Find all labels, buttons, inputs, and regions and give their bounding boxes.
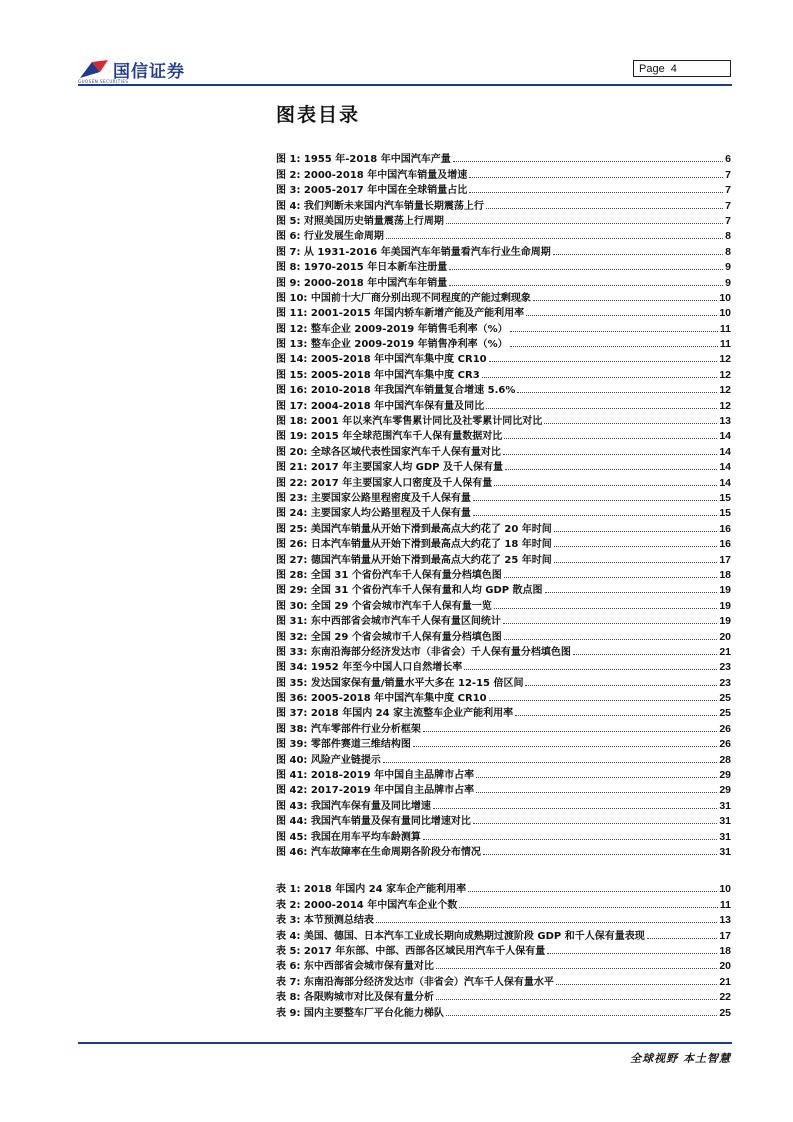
entry-label: 表 8: 各限购城市对比及保有量分析 bbox=[276, 992, 434, 1004]
figure-entry[interactable] bbox=[276, 442, 731, 457]
entry-label: 图 34: 1952 年至今中国人口自然增长率 bbox=[276, 662, 463, 674]
figure-entry[interactable] bbox=[276, 766, 731, 781]
entry-label: 图 3: 2005-2017 年中国在全球销量占比 bbox=[276, 185, 468, 197]
figure-entry[interactable] bbox=[276, 365, 731, 380]
table-entry[interactable] bbox=[276, 1003, 731, 1018]
entry-label: 图 2: 2000-2018 年中国汽车销量及增速 bbox=[276, 169, 468, 181]
table-entry[interactable] bbox=[276, 942, 731, 957]
entry-page-number: 25 bbox=[719, 707, 731, 720]
dot-leader bbox=[449, 285, 723, 286]
entry-label: 图 4: 我们判断未来国内汽车销量长期震荡上行 bbox=[276, 200, 484, 212]
entry-page-number: 16 bbox=[719, 538, 731, 551]
entry-label: 图 37: 2018 年国内 24 家主流整车企业产能利用率 bbox=[276, 708, 514, 720]
dot-leader bbox=[573, 654, 717, 655]
dot-leader bbox=[504, 577, 718, 578]
figure-entry[interactable] bbox=[276, 704, 731, 719]
figure-entry[interactable] bbox=[276, 643, 731, 658]
dot-leader bbox=[505, 469, 717, 470]
entry-label: 图 26: 日本汽车销量从开始下滑到最高点大约花了 18 年时间 bbox=[276, 539, 552, 551]
figure-entry[interactable] bbox=[276, 335, 731, 350]
dot-leader bbox=[544, 423, 717, 424]
entry-label: 图 30: 全国 29 个省会城市汽车千人保有量一览 bbox=[276, 600, 492, 612]
table-entry[interactable] bbox=[276, 880, 731, 895]
entry-label: 表 7: 东南沿海部分经济发达市（非省会）汽车千人保有量水平 bbox=[276, 976, 554, 988]
entry-label: 图 18: 2001 年以来汽车零售累计同比及社零累计同比对比 bbox=[276, 416, 543, 428]
entry-page-number: 7 bbox=[725, 184, 731, 197]
dot-leader bbox=[503, 623, 717, 624]
figure-entry[interactable] bbox=[276, 504, 731, 519]
dot-leader bbox=[494, 608, 718, 609]
entry-page-number: 9 bbox=[725, 261, 731, 274]
figure-list bbox=[276, 150, 731, 858]
dot-leader bbox=[473, 515, 717, 516]
entry-page-number: 13 bbox=[719, 415, 731, 428]
dot-leader bbox=[376, 922, 717, 923]
page-number: 4 bbox=[670, 63, 677, 75]
entry-label: 图 15: 2005-2018 年中国汽车集中度 CR3 bbox=[276, 369, 480, 381]
dot-leader bbox=[473, 500, 717, 501]
dot-leader bbox=[515, 715, 717, 716]
entry-label: 图 36: 2005-2018 年中国汽车集中度 CR10 bbox=[276, 693, 487, 705]
entry-label: 图 1: 1955 年-2018 年中国汽车产量 bbox=[276, 154, 451, 166]
figure-entry[interactable] bbox=[276, 612, 731, 627]
entry-label: 表 1: 2018 年国内 24 家车企产能利用率 bbox=[276, 884, 467, 896]
dot-leader bbox=[433, 808, 717, 809]
dot-leader bbox=[436, 999, 717, 1000]
entry-page-number: 31 bbox=[719, 815, 731, 828]
entry-page-number: 23 bbox=[719, 661, 731, 674]
figure-entry[interactable] bbox=[276, 843, 731, 858]
entry-label: 图 38: 汽车零部件行业分析框架 bbox=[276, 723, 421, 735]
dot-leader bbox=[647, 938, 718, 939]
logo-text: 国信证券 bbox=[113, 61, 185, 82]
dot-leader bbox=[483, 854, 717, 855]
dot-leader bbox=[423, 839, 717, 840]
dot-leader bbox=[436, 968, 717, 969]
dot-leader bbox=[464, 669, 717, 670]
figure-entry[interactable] bbox=[276, 473, 731, 488]
entry-page-number: 28 bbox=[719, 753, 731, 766]
entry-label: 图 46: 汽车故障率在生命周期各阶段分布情况 bbox=[276, 846, 481, 858]
entry-label: 图 20: 全球各区域代表性国家汽车千人保有量对比 bbox=[276, 446, 501, 458]
entry-page-number: 25 bbox=[719, 1006, 731, 1019]
entry-label: 图 7: 从 1931-2016 年美国汽车年销量看汽车行业生命周期 bbox=[276, 246, 551, 258]
figure-entry[interactable] bbox=[276, 458, 731, 473]
entry-label: 图 29: 全国 31 个省份汽车千人保有量和人均 GDP 散点图 bbox=[276, 585, 543, 597]
entry-page-number: 26 bbox=[719, 738, 731, 751]
entry-page-number: 31 bbox=[719, 799, 731, 812]
dot-leader bbox=[486, 208, 723, 209]
figure-entry[interactable] bbox=[276, 519, 731, 534]
figure-entry[interactable] bbox=[276, 627, 731, 642]
entry-page-number: 18 bbox=[719, 568, 731, 581]
dot-leader bbox=[533, 300, 717, 301]
dot-leader bbox=[556, 984, 717, 985]
figure-entry[interactable] bbox=[276, 781, 731, 796]
entry-label: 图 40: 风险产业链提示 bbox=[276, 754, 381, 766]
figure-entry[interactable] bbox=[276, 427, 731, 442]
page-header bbox=[0, 0, 793, 85]
figure-entry[interactable] bbox=[276, 550, 731, 565]
dot-leader bbox=[476, 777, 717, 778]
entry-page-number: 10 bbox=[719, 307, 731, 320]
figure-entry[interactable] bbox=[276, 150, 731, 165]
dot-leader bbox=[510, 331, 718, 332]
dot-leader bbox=[554, 531, 718, 532]
entry-page-number: 19 bbox=[719, 615, 731, 628]
dot-leader bbox=[489, 700, 718, 701]
footer-slogan: 全球视野 本土智慧 bbox=[630, 1052, 731, 1065]
entry-page-number: 14 bbox=[719, 476, 731, 489]
entry-label: 图 39: 零部件赛道三维结构图 bbox=[276, 739, 411, 751]
entry-page-number: 26 bbox=[719, 722, 731, 735]
entry-label: 图 45: 我国在用车平均车龄测算 bbox=[276, 831, 421, 843]
entry-page-number: 11 bbox=[719, 338, 731, 351]
entry-page-number: 15 bbox=[719, 507, 731, 520]
figure-entry[interactable] bbox=[276, 719, 731, 734]
entry-label: 图 10: 中国前十大厂商分别出现不同程度的产能过剩现象 bbox=[276, 292, 531, 304]
figure-entry[interactable] bbox=[276, 289, 731, 304]
entry-label: 图 19: 2015 年全球范围汽车千人保有量数据对比 bbox=[276, 431, 503, 443]
figure-entry[interactable] bbox=[276, 273, 731, 288]
entry-page-number: 11 bbox=[719, 898, 731, 911]
dot-leader bbox=[469, 192, 723, 193]
logo-subtitle: GUOSEN SECURITIES bbox=[78, 79, 129, 84]
entry-page-number: 10 bbox=[719, 291, 731, 304]
entry-label: 图 12: 整车企业 2009-2019 年销售毛利率（%） bbox=[276, 323, 508, 335]
entry-label: 图 33: 东南沿海部分经济发达市（非省会）千人保有量分档填色图 bbox=[276, 646, 571, 658]
dot-leader bbox=[486, 408, 717, 409]
entry-page-number: 21 bbox=[719, 975, 731, 988]
table-entry[interactable] bbox=[276, 926, 731, 941]
dot-leader bbox=[503, 454, 717, 455]
entry-page-number: 25 bbox=[719, 692, 731, 705]
entry-label: 图 21: 2017 年主要国家人均 GDP 及千人保有量 bbox=[276, 462, 503, 474]
entry-page-number: 13 bbox=[719, 914, 731, 927]
entry-page-number: 8 bbox=[725, 245, 731, 258]
figure-entry[interactable] bbox=[276, 381, 731, 396]
entry-page-number: 14 bbox=[719, 461, 731, 474]
figure-entry[interactable] bbox=[276, 581, 731, 596]
entry-label: 图 41: 2018-2019 年中国自主品牌市占率 bbox=[276, 770, 475, 782]
figure-entry[interactable] bbox=[276, 566, 731, 581]
entry-page-number: 23 bbox=[719, 676, 731, 689]
entry-page-number: 12 bbox=[719, 399, 731, 412]
entry-label: 图 25: 美国汽车销量从开始下滑到最高点大约花了 20 年时间 bbox=[276, 523, 552, 535]
dot-leader bbox=[468, 891, 717, 892]
entry-label: 图 8: 1970-2015 年日本新车注册量 bbox=[276, 262, 448, 274]
dot-leader bbox=[423, 731, 717, 732]
dot-leader bbox=[489, 361, 718, 362]
dot-leader bbox=[525, 685, 717, 686]
entry-label: 图 6: 行业发展生命周期 bbox=[276, 231, 384, 243]
figure-entry[interactable] bbox=[276, 535, 731, 550]
entry-page-number: 18 bbox=[719, 944, 731, 957]
entry-page-number: 14 bbox=[719, 430, 731, 443]
dot-leader bbox=[449, 269, 723, 270]
entry-label: 图 32: 全国 29 个省会城市千人保有量分档填色图 bbox=[276, 631, 502, 643]
figure-entry[interactable] bbox=[276, 196, 731, 211]
entry-page-number: 7 bbox=[725, 199, 731, 212]
entry-page-number: 19 bbox=[719, 584, 731, 597]
figure-entry[interactable] bbox=[276, 242, 731, 257]
figure-entry[interactable] bbox=[276, 227, 731, 242]
entry-label: 图 22: 2017 年主要国家人口密度及千人保有量 bbox=[276, 477, 493, 489]
entry-page-number: 7 bbox=[725, 214, 731, 227]
figure-entry[interactable] bbox=[276, 596, 731, 611]
table-entry[interactable] bbox=[276, 972, 731, 987]
entry-page-number: 29 bbox=[719, 784, 731, 797]
entry-page-number: 12 bbox=[719, 353, 731, 366]
entry-label: 表 6: 东中西部省会城市保有量对比 bbox=[276, 961, 434, 973]
entry-page-number: 17 bbox=[719, 929, 731, 942]
table-entry[interactable] bbox=[276, 988, 731, 1003]
table-entry[interactable] bbox=[276, 911, 731, 926]
entry-label: 图 43: 我国汽车保有量及同比增速 bbox=[276, 800, 431, 812]
dot-leader bbox=[453, 161, 723, 162]
dot-leader bbox=[547, 953, 717, 954]
entry-label: 图 42: 2017-2019 年中国自主品牌市占率 bbox=[276, 785, 475, 797]
footer-rule bbox=[78, 1042, 732, 1044]
entry-label: 表 5: 2017 年东部、中部、西部各区域民用汽车千人保有量 bbox=[276, 945, 546, 957]
figure-entry[interactable] bbox=[276, 735, 731, 750]
entry-page-number: 7 bbox=[725, 168, 731, 181]
dot-leader bbox=[526, 315, 717, 316]
entry-page-number: 12 bbox=[719, 368, 731, 381]
entry-label: 图 16: 2010-2018 年我国汽车销量复合增速 5.6% bbox=[276, 385, 516, 397]
entry-label: 图 23: 主要国家公路里程密度及千人保有量 bbox=[276, 492, 471, 504]
entry-label: 图 11: 2001-2015 年国内轿车新增产能及产能利用率 bbox=[276, 308, 525, 320]
entry-page-number: 15 bbox=[719, 491, 731, 504]
entry-label: 图 44: 我国汽车销量及保有量同比增速对比 bbox=[276, 816, 471, 828]
entry-label: 图 17: 2004-2018 年中国汽车保有量及同比 bbox=[276, 400, 485, 412]
entry-label: 图 27: 德国汽车销量从开始下滑到最高点大约花了 25 年时间 bbox=[276, 554, 552, 566]
page-label: Page bbox=[639, 63, 665, 75]
dot-leader bbox=[554, 546, 718, 547]
figure-entry[interactable] bbox=[276, 181, 731, 196]
entry-label: 图 24: 主要国家人均公路里程及千人保有量 bbox=[276, 508, 471, 520]
dot-leader bbox=[473, 823, 717, 824]
entry-label: 图 28: 全国 31 个省份汽车千人保有量分档填色图 bbox=[276, 569, 502, 581]
dot-leader bbox=[386, 238, 723, 239]
dot-leader bbox=[510, 346, 718, 347]
entry-label: 表 9: 国内主要整车厂平台化能力梯队 bbox=[276, 1007, 444, 1019]
entry-page-number: 22 bbox=[719, 991, 731, 1004]
entry-page-number: 10 bbox=[719, 883, 731, 896]
entry-page-number: 12 bbox=[719, 384, 731, 397]
dot-leader bbox=[517, 392, 717, 393]
page-title: 图表目录 bbox=[276, 104, 361, 126]
entry-label: 图 14: 2005-2018 年中国汽车集中度 CR10 bbox=[276, 354, 487, 366]
dot-leader bbox=[446, 223, 723, 224]
entry-page-number: 19 bbox=[719, 599, 731, 612]
entry-page-number: 31 bbox=[719, 830, 731, 843]
entry-page-number: 20 bbox=[719, 960, 731, 973]
figure-entry[interactable] bbox=[276, 750, 731, 765]
entry-label: 表 2: 2000-2014 年中国汽车企业个数 bbox=[276, 899, 458, 911]
table-entry[interactable] bbox=[276, 957, 731, 972]
dot-leader bbox=[383, 762, 717, 763]
dot-leader bbox=[446, 1015, 717, 1016]
figure-entry[interactable] bbox=[276, 689, 731, 704]
figure-entry[interactable] bbox=[276, 258, 731, 273]
figure-entry[interactable] bbox=[276, 412, 731, 427]
entry-label: 表 3: 本节预测总结表 bbox=[276, 915, 374, 927]
dot-leader bbox=[494, 485, 717, 486]
entry-label: 图 31: 东中西部省会城市汽车千人保有量区间统计 bbox=[276, 616, 501, 628]
company-logo bbox=[78, 57, 185, 81]
table-entry[interactable] bbox=[276, 895, 731, 910]
entry-page-number: 21 bbox=[719, 645, 731, 658]
figure-entry[interactable] bbox=[276, 396, 731, 411]
entry-page-number: 14 bbox=[719, 445, 731, 458]
dot-leader bbox=[482, 377, 718, 378]
dot-leader bbox=[469, 177, 723, 178]
figure-entry[interactable] bbox=[276, 812, 731, 827]
figure-entry[interactable] bbox=[276, 827, 731, 842]
entry-page-number: 17 bbox=[719, 553, 731, 566]
figure-entry[interactable] bbox=[276, 304, 731, 319]
figure-entry[interactable] bbox=[276, 658, 731, 673]
dot-leader bbox=[413, 746, 717, 747]
dot-leader bbox=[553, 254, 723, 255]
entry-page-number: 20 bbox=[719, 630, 731, 643]
entry-page-number: 29 bbox=[719, 769, 731, 782]
dot-leader bbox=[554, 562, 718, 563]
figure-entry[interactable] bbox=[276, 489, 731, 504]
guosen-logo-icon bbox=[78, 58, 110, 80]
entry-page-number: 11 bbox=[719, 322, 731, 335]
figure-entry[interactable] bbox=[276, 350, 731, 365]
figure-entry[interactable] bbox=[276, 165, 731, 180]
entry-page-number: 8 bbox=[725, 230, 731, 243]
entry-label: 图 5: 对照美国历史销量震荡上行周期 bbox=[276, 215, 444, 227]
figure-entry[interactable] bbox=[276, 212, 731, 227]
dot-leader bbox=[504, 438, 717, 439]
entry-page-number: 16 bbox=[719, 522, 731, 535]
entry-page-number: 31 bbox=[719, 845, 731, 858]
page-indicator bbox=[633, 60, 731, 77]
entry-label: 图 35: 发达国家保有量/销量水平大多在 12-15 倍区间 bbox=[276, 677, 524, 689]
dot-leader bbox=[459, 907, 718, 908]
entry-page-number: 6 bbox=[725, 153, 731, 166]
figure-entry[interactable] bbox=[276, 319, 731, 334]
entry-page-number: 9 bbox=[725, 276, 731, 289]
entry-label: 表 4: 美国、德国、日本汽车工业成长期向成熟期过渡阶段 GDP 和千人保有量表现 bbox=[276, 930, 645, 942]
table-list bbox=[276, 880, 731, 1019]
figure-entry[interactable] bbox=[276, 673, 731, 688]
dot-leader bbox=[545, 592, 718, 593]
entry-label: 图 13: 整车企业 2009-2019 年销售净利率（%） bbox=[276, 339, 508, 351]
header-rule bbox=[78, 84, 732, 86]
dot-leader bbox=[504, 639, 718, 640]
figure-entry[interactable] bbox=[276, 796, 731, 811]
entry-label: 图 9: 2000-2018 年中国汽车年销量 bbox=[276, 277, 448, 289]
dot-leader bbox=[476, 792, 717, 793]
